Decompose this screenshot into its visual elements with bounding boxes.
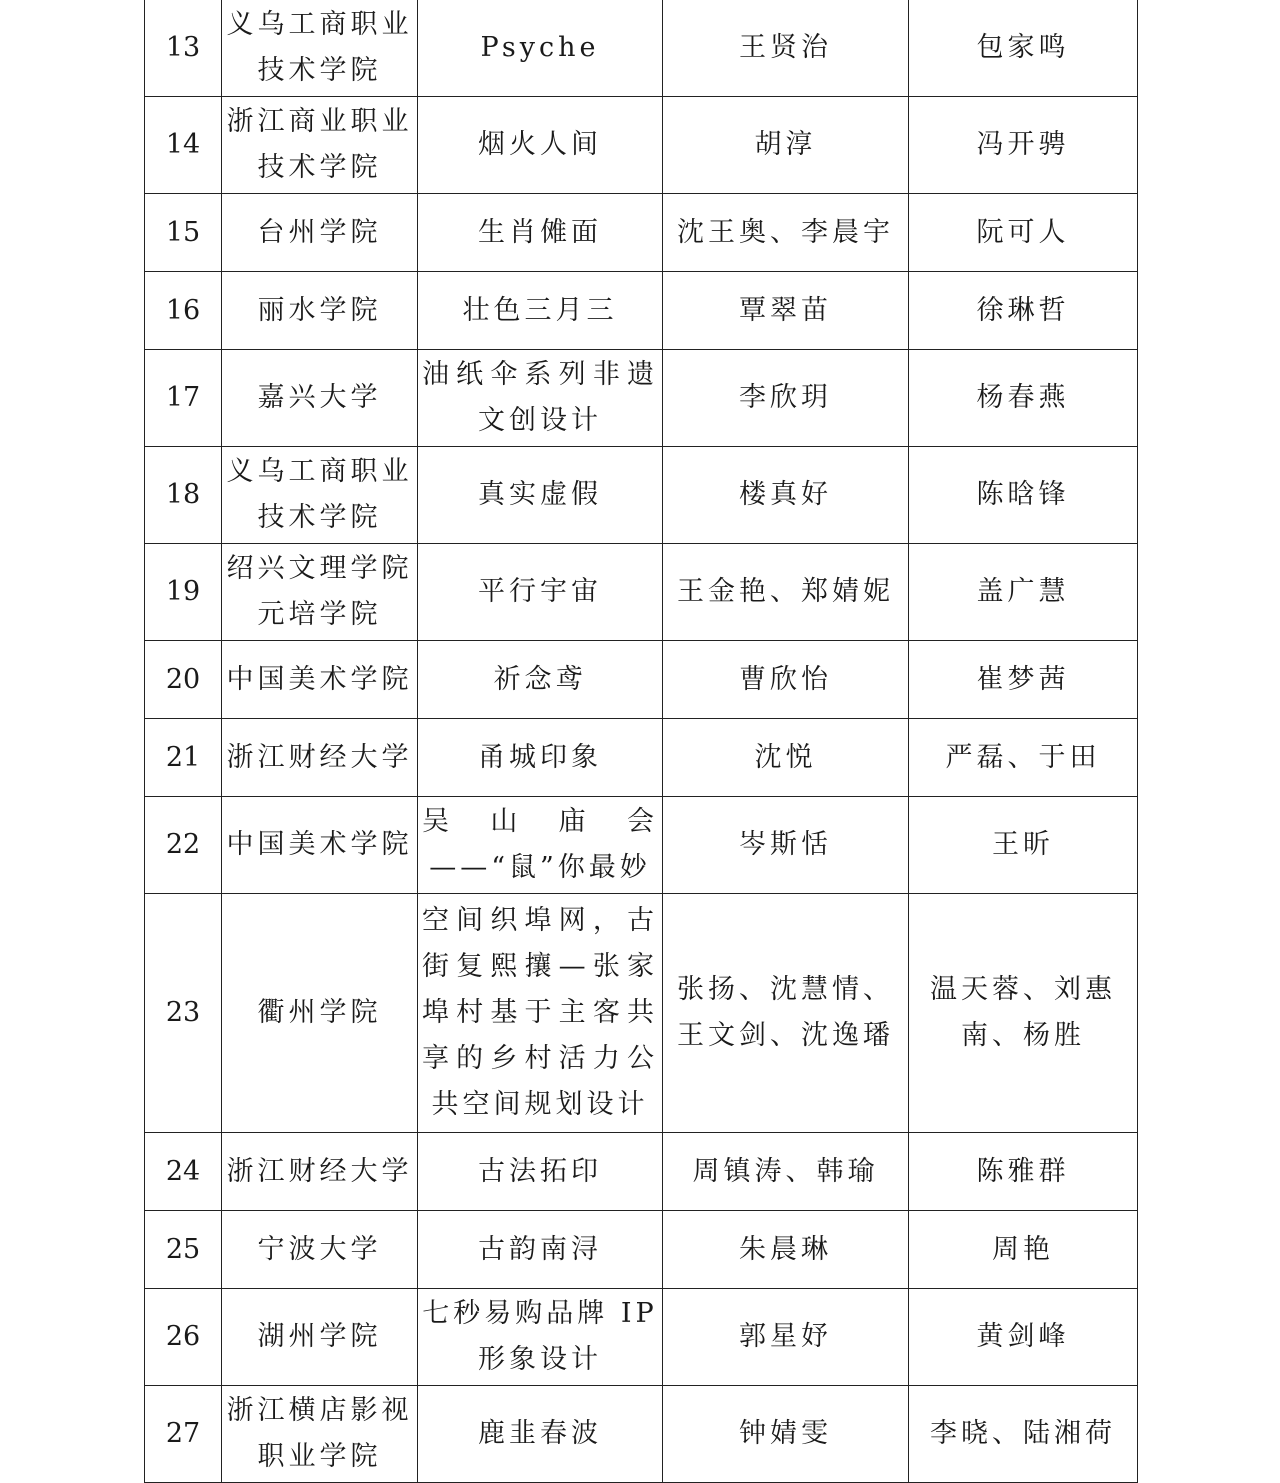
- row-number: 20: [145, 641, 222, 719]
- work-title: Psyche: [418, 0, 663, 97]
- table-row: [145, 641, 1138, 719]
- author-names: 王金艳、郑婧妮: [663, 544, 909, 641]
- school-name: 嘉兴大学: [222, 350, 418, 447]
- advisor-names: 黄剑峰: [909, 1289, 1138, 1386]
- row-number: 26: [145, 1289, 222, 1386]
- advisor-names: 冯开骋: [909, 97, 1138, 194]
- work-title: 七秒易购品牌 IP 形象设计: [418, 1289, 663, 1386]
- school-name: 浙江商业职业技术学院: [222, 97, 418, 194]
- advisor-names: 严磊、于田: [909, 719, 1138, 797]
- school-name: 衢州学院: [222, 894, 418, 1133]
- school-name: 绍兴文理学院元培学院: [222, 544, 418, 641]
- row-number: 14: [145, 97, 222, 194]
- school-name: 中国美术学院: [222, 641, 418, 719]
- work-title: 平行宇宙: [418, 544, 663, 641]
- author-names: 郭星妤: [663, 1289, 909, 1386]
- school-name: 义乌工商职业技术学院: [222, 0, 418, 97]
- work-title: 烟火人间: [418, 97, 663, 194]
- author-names: 沈悦: [663, 719, 909, 797]
- table-row: [145, 0, 1138, 97]
- school-name: 义乌工商职业技术学院: [222, 447, 418, 544]
- work-title: 古韵南浔: [418, 1211, 663, 1289]
- advisor-names: 杨春燕: [909, 350, 1138, 447]
- row-number: 23: [145, 894, 222, 1133]
- author-names: 胡淳: [663, 97, 909, 194]
- school-name: 浙江财经大学: [222, 1133, 418, 1211]
- school-name: 宁波大学: [222, 1211, 418, 1289]
- advisor-names: 王昕: [909, 797, 1138, 894]
- row-number: 15: [145, 194, 222, 272]
- advisor-names: 温天蓉、刘惠南、杨胜: [909, 894, 1138, 1133]
- advisor-names: 李晓、陆湘荷: [909, 1386, 1138, 1483]
- table-row: [145, 97, 1138, 194]
- author-names: 楼真好: [663, 447, 909, 544]
- work-title: 生肖傩面: [418, 194, 663, 272]
- row-number: 25: [145, 1211, 222, 1289]
- author-names: 王贤治: [663, 0, 909, 97]
- author-names: 周镇涛、韩瑜: [663, 1133, 909, 1211]
- school-name: 浙江横店影视职业学院: [222, 1386, 418, 1483]
- table-row: [145, 1289, 1138, 1386]
- table-row: [145, 272, 1138, 350]
- school-name: 浙江财经大学: [222, 719, 418, 797]
- work-title: 真实虚假: [418, 447, 663, 544]
- advisor-names: 陈晗锋: [909, 447, 1138, 544]
- row-number: 21: [145, 719, 222, 797]
- advisor-names: 包家鸣: [909, 0, 1138, 97]
- table-row: [145, 894, 1138, 1133]
- work-title: 壮色三月三: [418, 272, 663, 350]
- author-names: 钟婧雯: [663, 1386, 909, 1483]
- author-names: 朱晨琳: [663, 1211, 909, 1289]
- author-names: 覃翠苗: [663, 272, 909, 350]
- table-row: [145, 719, 1138, 797]
- work-title: 古法拓印: [418, 1133, 663, 1211]
- row-number: 27: [145, 1386, 222, 1483]
- table-row: [145, 350, 1138, 447]
- work-title: 吴山庙会——“鼠”你最妙: [418, 797, 663, 894]
- school-name: 台州学院: [222, 194, 418, 272]
- advisor-names: 周艳: [909, 1211, 1138, 1289]
- table-row: [145, 544, 1138, 641]
- table-row: [145, 797, 1138, 894]
- row-number: 19: [145, 544, 222, 641]
- advisor-names: 徐琳哲: [909, 272, 1138, 350]
- work-title: 鹿韭春波: [418, 1386, 663, 1483]
- advisor-names: 崔梦茜: [909, 641, 1138, 719]
- row-number: 17: [145, 350, 222, 447]
- advisor-names: 阮可人: [909, 194, 1138, 272]
- award-table: [144, 0, 1138, 1483]
- work-title: 祈念鸢: [418, 641, 663, 719]
- school-name: 丽水学院: [222, 272, 418, 350]
- author-names: 张扬、沈慧情、王文剑、沈逸璠: [663, 894, 909, 1133]
- work-title: 甬城印象: [418, 719, 663, 797]
- work-title: 空间织埠网，古街复熙攘—张家埠村基于主客共享的乡村活力公共空间规划设计: [418, 894, 663, 1133]
- author-names: 李欣玥: [663, 350, 909, 447]
- author-names: 沈王奥、李晨宇: [663, 194, 909, 272]
- row-number: 18: [145, 447, 222, 544]
- school-name: 中国美术学院: [222, 797, 418, 894]
- table-row: [145, 1211, 1138, 1289]
- table-row: [145, 194, 1138, 272]
- row-number: 16: [145, 272, 222, 350]
- table-row: [145, 447, 1138, 544]
- row-number: 24: [145, 1133, 222, 1211]
- table-row: [145, 1386, 1138, 1483]
- school-name: 湖州学院: [222, 1289, 418, 1386]
- row-number: 13: [145, 0, 222, 97]
- table-row: [145, 1133, 1138, 1211]
- author-names: 曹欣怡: [663, 641, 909, 719]
- advisor-names: 盖广慧: [909, 544, 1138, 641]
- author-names: 岑斯恬: [663, 797, 909, 894]
- work-title: 油纸伞系列非遗文创设计: [418, 350, 663, 447]
- row-number: 22: [145, 797, 222, 894]
- advisor-names: 陈雅群: [909, 1133, 1138, 1211]
